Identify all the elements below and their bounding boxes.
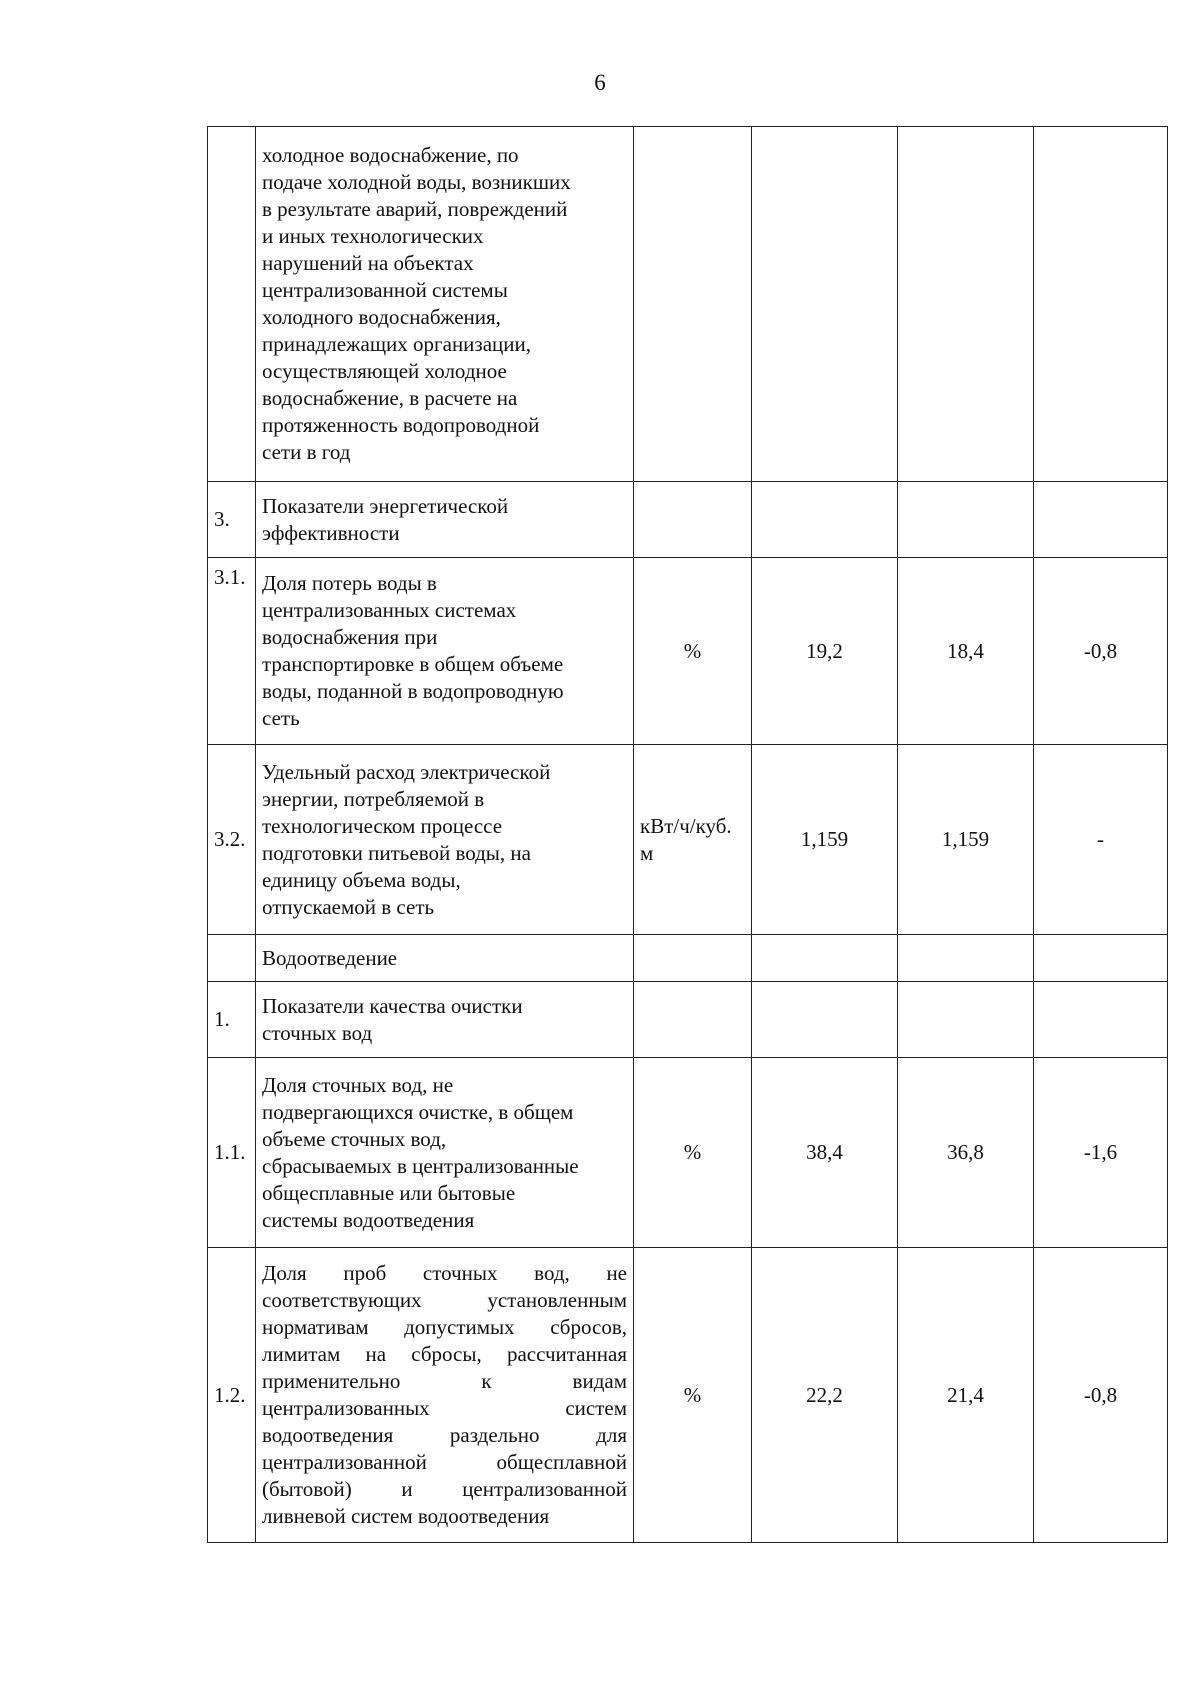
value-cell: 36,8 <box>898 1058 1034 1248</box>
unit-cell <box>634 127 752 482</box>
value-cell: 19,2 <box>752 558 898 745</box>
value-cell <box>898 935 1034 982</box>
unit-cell <box>634 935 752 982</box>
row-number: 3.2. <box>208 745 256 935</box>
row-number: 1.2. <box>208 1248 256 1543</box>
value-cell <box>752 127 898 482</box>
row-number: 1.1. <box>208 1058 256 1248</box>
indicator-name: Удельный расход электрической энергии, потребляемой в технологическом процессе подготовки питьевой воды, на единицу объема воды, отпускаемой в сеть <box>256 745 634 935</box>
unit-cell <box>634 982 752 1058</box>
page-number: 6 <box>594 70 606 95</box>
change-cell <box>1034 935 1168 982</box>
change-cell: - <box>1034 745 1168 935</box>
table-row <box>208 982 1168 1058</box>
row-number: 3. <box>208 482 256 558</box>
value-cell: 21,4 <box>898 1248 1034 1543</box>
value-cell: 22,2 <box>752 1248 898 1543</box>
value-cell <box>752 982 898 1058</box>
row-number: 1. <box>208 982 256 1058</box>
table-row <box>208 1058 1168 1248</box>
table-row <box>208 482 1168 558</box>
value-cell <box>898 127 1034 482</box>
change-cell: -1,6 <box>1034 1058 1168 1248</box>
indicator-name: холодное водоснабжение, по подаче холодной воды, возникших в результате аварий, повреждений и иных технологических нарушений на объектах централизованной системы холодного водоснабжения, принадлежащих организации, осуществляющей холодное водоснабжение, в расчете на протяженность водопроводной сети в год <box>256 127 634 482</box>
value-cell: 1,159 <box>752 745 898 935</box>
value-cell: 18,4 <box>898 558 1034 745</box>
value-cell <box>898 982 1034 1058</box>
unit-cell: % <box>634 558 752 745</box>
row-number: 3.1. <box>208 558 256 745</box>
section-heading: Водоотведение <box>256 935 634 982</box>
value-cell <box>752 482 898 558</box>
table-row <box>208 558 1168 745</box>
indicator-name: Доля потерь воды в централизованных системах водоснабжения при транспортировке в общем объеме воды, поданной в водопроводную сеть <box>256 558 634 745</box>
indicator-name: Показатели качества очистки сточных вод <box>256 982 634 1058</box>
table-row <box>208 935 1168 982</box>
value-cell <box>752 935 898 982</box>
indicator-name: Доля проб сточных вод, не соответствующих установленным нормативам допустимых сбросов, лимитам на сбросы, рассчитанная применительно к видам централизованных систем водоотведения раздельно для централизованной общесплавной (бытовой) и централизованной ливневой систем водоотведения <box>256 1248 634 1543</box>
indicator-name: Показатели энергетической эффективности <box>256 482 634 558</box>
change-cell <box>1034 982 1168 1058</box>
change-cell <box>1034 127 1168 482</box>
unit-cell: % <box>634 1248 752 1543</box>
unit-cell: кВт/ч/куб. м <box>634 745 752 935</box>
change-cell: -0,8 <box>1034 558 1168 745</box>
change-cell <box>1034 482 1168 558</box>
value-cell: 1,159 <box>898 745 1034 935</box>
value-cell <box>898 482 1034 558</box>
table-row <box>208 745 1168 935</box>
row-number <box>208 127 256 482</box>
row-number <box>208 935 256 982</box>
unit-cell <box>634 482 752 558</box>
indicator-name: Доля сточных вод, не подвергающихся очистке, в общем объеме сточных вод, сбрасываемых в централизованные общесплавные или бытовые системы водоотведения <box>256 1058 634 1248</box>
change-cell: -0,8 <box>1034 1248 1168 1543</box>
table-row <box>208 127 1168 482</box>
unit-cell: % <box>634 1058 752 1248</box>
table-row <box>208 1248 1168 1543</box>
value-cell: 38,4 <box>752 1058 898 1248</box>
indicators-table <box>207 126 1168 1543</box>
